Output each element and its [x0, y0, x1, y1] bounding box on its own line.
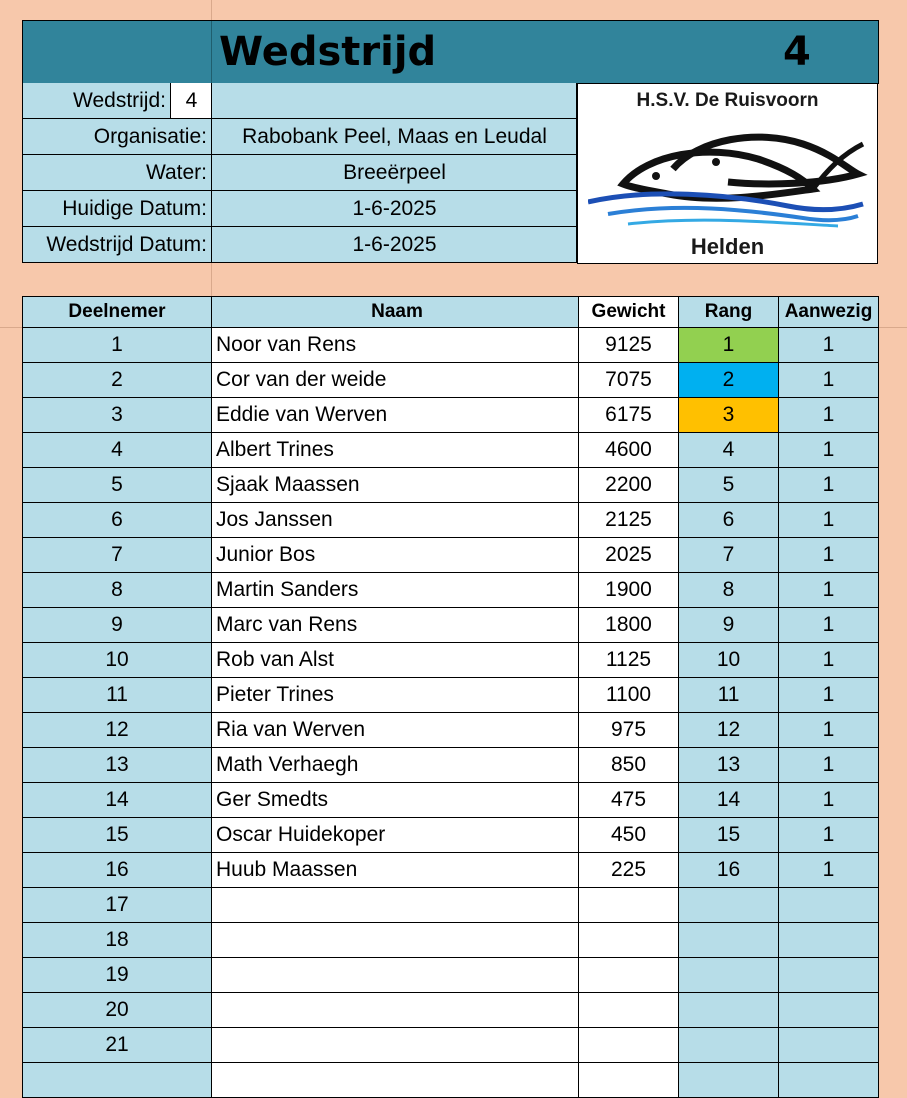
- cell-rang[interactable]: 10: [679, 643, 779, 678]
- cell-deelnemer[interactable]: 9: [23, 608, 212, 643]
- info-row-water[interactable]: [22, 155, 577, 191]
- cell-deelnemer[interactable]: [23, 1063, 212, 1098]
- cell-rang[interactable]: 9: [679, 608, 779, 643]
- cell-gewicht[interactable]: 9125: [579, 328, 679, 363]
- cell-gewicht[interactable]: [579, 958, 679, 993]
- cell-aanwezig[interactable]: 1: [779, 503, 879, 538]
- header-block: [22, 20, 879, 265]
- cell-gewicht[interactable]: [579, 1028, 679, 1063]
- cell-naam[interactable]: Noor van Rens: [212, 328, 579, 363]
- wedstrijd-datum-label: Wedstrijd Datum:: [23, 227, 212, 262]
- cell-naam[interactable]: Albert Trines: [212, 433, 579, 468]
- cell-naam[interactable]: Eddie van Werven: [212, 398, 579, 433]
- cell-naam[interactable]: Sjaak Maassen: [212, 468, 579, 503]
- table-row: [23, 853, 879, 888]
- table-row: [23, 538, 879, 573]
- cell-naam[interactable]: [212, 993, 579, 1028]
- organisatie-value[interactable]: Rabobank Peel, Maas en Leudal: [242, 124, 547, 148]
- cell-rang[interactable]: 15: [679, 818, 779, 853]
- cell-aanwezig[interactable]: 1: [779, 328, 879, 363]
- cell-naam[interactable]: Ria van Werven: [212, 713, 579, 748]
- table-row: [23, 993, 879, 1028]
- wedstrijd-number-cell[interactable]: 4: [170, 83, 212, 118]
- cell-rang[interactable]: 12: [679, 713, 779, 748]
- cell-deelnemer[interactable]: 5: [23, 468, 212, 503]
- cell-aanwezig[interactable]: 1: [779, 398, 879, 433]
- table-row: [23, 678, 879, 713]
- club-logo: [577, 83, 878, 264]
- cell-aanwezig[interactable]: [779, 888, 879, 923]
- cell-aanwezig[interactable]: 1: [779, 713, 879, 748]
- table-row: [23, 468, 879, 503]
- cell-rang[interactable]: [679, 923, 779, 958]
- cell-gewicht[interactable]: 1800: [579, 608, 679, 643]
- cell-gewicht[interactable]: 850: [579, 748, 679, 783]
- cell-naam[interactable]: Huub Maassen: [212, 853, 579, 888]
- logo-club-name: H.S.V. De Ruisvoorn: [636, 90, 819, 111]
- cell-naam[interactable]: Martin Sanders: [212, 573, 579, 608]
- table-row: [23, 818, 879, 853]
- table-row: [23, 1063, 879, 1098]
- cell-rang[interactable]: [679, 1028, 779, 1063]
- cell-rang[interactable]: [679, 993, 779, 1028]
- cell-aanwezig[interactable]: 1: [779, 783, 879, 818]
- table-row: [23, 888, 879, 923]
- cell-aanwezig[interactable]: 1: [779, 678, 879, 713]
- cell-aanwezig[interactable]: 1: [779, 538, 879, 573]
- cell-deelnemer[interactable]: 16: [23, 853, 212, 888]
- cell-gewicht[interactable]: 2200: [579, 468, 679, 503]
- logo-town-name: Helden: [690, 234, 765, 259]
- cell-deelnemer[interactable]: 20: [23, 993, 212, 1028]
- col-header-gewicht[interactable]: Gewicht: [579, 297, 679, 328]
- cell-aanwezig[interactable]: [779, 993, 879, 1028]
- cell-naam[interactable]: Pieter Trines: [212, 678, 579, 713]
- cell-aanwezig[interactable]: 1: [779, 363, 879, 398]
- cell-naam[interactable]: [212, 1063, 579, 1098]
- cell-rang[interactable]: 13: [679, 748, 779, 783]
- cell-gewicht[interactable]: 6175: [579, 398, 679, 433]
- table-row: [23, 713, 879, 748]
- cell-rang[interactable]: [679, 888, 779, 923]
- table-row: [23, 363, 879, 398]
- cell-deelnemer[interactable]: 1: [23, 328, 212, 363]
- cell-rang[interactable]: 4: [679, 433, 779, 468]
- water-label: Water:: [23, 155, 212, 190]
- page-title: Wedstrijd: [219, 29, 437, 75]
- cell-rang[interactable]: 5: [679, 468, 779, 503]
- cell-aanwezig[interactable]: 1: [779, 643, 879, 678]
- cell-gewicht[interactable]: 2025: [579, 538, 679, 573]
- cell-deelnemer[interactable]: 21: [23, 1028, 212, 1063]
- cell-aanwezig[interactable]: 1: [779, 573, 879, 608]
- table-row: [23, 503, 879, 538]
- title-number: 4: [783, 29, 811, 75]
- organisatie-label: Organisatie:: [23, 119, 212, 154]
- cell-deelnemer[interactable]: 14: [23, 783, 212, 818]
- table-body: [23, 328, 879, 1098]
- table-row: [23, 398, 879, 433]
- table-row: [23, 573, 879, 608]
- cell-deelnemer[interactable]: 18: [23, 923, 212, 958]
- water-value[interactable]: Breeërpeel: [343, 160, 446, 184]
- cell-deelnemer[interactable]: 17: [23, 888, 212, 923]
- cell-rang[interactable]: 8: [679, 573, 779, 608]
- cell-aanwezig[interactable]: [779, 1063, 879, 1098]
- cell-gewicht[interactable]: [579, 993, 679, 1028]
- cell-deelnemer[interactable]: 15: [23, 818, 212, 853]
- cell-naam[interactable]: Ger Smedts: [212, 783, 579, 818]
- cell-rang[interactable]: 14: [679, 783, 779, 818]
- cell-deelnemer[interactable]: 2: [23, 363, 212, 398]
- cell-aanwezig[interactable]: 1: [779, 748, 879, 783]
- cell-gewicht[interactable]: 1100: [579, 678, 679, 713]
- cell-naam[interactable]: Cor van der weide: [212, 363, 579, 398]
- cell-gewicht[interactable]: 975: [579, 713, 679, 748]
- cell-gewicht[interactable]: [579, 888, 679, 923]
- cell-naam[interactable]: Marc van Rens: [212, 608, 579, 643]
- table-row: [23, 783, 879, 818]
- cell-naam[interactable]: Math Verhaegh: [212, 748, 579, 783]
- cell-rang[interactable]: 11: [679, 678, 779, 713]
- cell-naam[interactable]: [212, 1028, 579, 1063]
- cell-gewicht[interactable]: 1125: [579, 643, 679, 678]
- cell-deelnemer[interactable]: 19: [23, 958, 212, 993]
- cell-deelnemer[interactable]: 12: [23, 713, 212, 748]
- cell-naam[interactable]: [212, 958, 579, 993]
- cell-deelnemer[interactable]: 7: [23, 538, 212, 573]
- cell-rang[interactable]: 7: [679, 538, 779, 573]
- cell-deelnemer[interactable]: 13: [23, 748, 212, 783]
- cell-aanwezig[interactable]: 1: [779, 433, 879, 468]
- cell-gewicht[interactable]: 225: [579, 853, 679, 888]
- title-bar-divider: [211, 21, 212, 83]
- cell-gewicht[interactable]: 7075: [579, 363, 679, 398]
- cell-aanwezig[interactable]: [779, 958, 879, 993]
- results-table: [22, 296, 879, 1098]
- cell-aanwezig[interactable]: [779, 1028, 879, 1063]
- info-row-wedstrijd[interactable]: [22, 83, 577, 119]
- info-row-huidige-datum[interactable]: [22, 191, 577, 227]
- cell-naam[interactable]: Rob van Alst: [212, 643, 579, 678]
- table-row: [23, 608, 879, 643]
- col-header-rang[interactable]: Rang: [679, 297, 779, 328]
- huidige-datum-value[interactable]: 1-6-2025: [352, 196, 437, 220]
- cell-rang[interactable]: 16: [679, 853, 779, 888]
- cell-naam[interactable]: Junior Bos: [212, 538, 579, 573]
- cell-rang[interactable]: 3: [679, 398, 779, 433]
- cell-deelnemer[interactable]: 6: [23, 503, 212, 538]
- cell-gewicht[interactable]: 1900: [579, 573, 679, 608]
- col-header-deelnemer[interactable]: Deelnemer: [23, 297, 212, 328]
- table-row: [23, 433, 879, 468]
- table-row: [23, 1028, 879, 1063]
- table-row: [23, 958, 879, 993]
- cell-rang[interactable]: 6: [679, 503, 779, 538]
- cell-gewicht[interactable]: 4600: [579, 433, 679, 468]
- cell-deelnemer[interactable]: 8: [23, 573, 212, 608]
- cell-gewicht[interactable]: 475: [579, 783, 679, 818]
- table-row: [23, 923, 879, 958]
- cell-rang[interactable]: 2: [679, 363, 779, 398]
- cell-aanwezig[interactable]: [779, 923, 879, 958]
- cell-aanwezig[interactable]: 1: [779, 468, 879, 503]
- fish-logo-icon: [588, 114, 868, 234]
- huidige-datum-label: Huidige Datum:: [23, 191, 212, 226]
- cell-naam[interactable]: Jos Janssen: [212, 503, 579, 538]
- cell-divider: [211, 83, 212, 118]
- cell-rang[interactable]: [679, 1063, 779, 1098]
- cell-deelnemer[interactable]: 10: [23, 643, 212, 678]
- cell-naam[interactable]: Oscar Huidekoper: [212, 818, 579, 853]
- info-row-wedstrijd-datum[interactable]: [22, 227, 577, 263]
- cell-deelnemer[interactable]: 11: [23, 678, 212, 713]
- cell-gewicht[interactable]: [579, 1063, 679, 1098]
- cell-naam[interactable]: [212, 923, 579, 958]
- cell-gewicht[interactable]: 2125: [579, 503, 679, 538]
- cell-naam[interactable]: [212, 888, 579, 923]
- title-bar[interactable]: [22, 20, 879, 84]
- cell-gewicht[interactable]: [579, 923, 679, 958]
- table-header-row: [23, 297, 879, 328]
- wedstrijd-label: Wedstrijd:: [73, 88, 166, 112]
- wedstrijd-datum-value[interactable]: 1-6-2025: [352, 232, 437, 256]
- table-row: [23, 328, 879, 363]
- col-header-aanwezig[interactable]: Aanwezig: [779, 297, 879, 328]
- table-row: [23, 748, 879, 783]
- cell-deelnemer[interactable]: 3: [23, 398, 212, 433]
- cell-aanwezig[interactable]: 1: [779, 853, 879, 888]
- cell-aanwezig[interactable]: 1: [779, 818, 879, 853]
- cell-rang[interactable]: 1: [679, 328, 779, 363]
- table-row: [23, 643, 879, 678]
- info-row-organisatie[interactable]: [22, 119, 577, 155]
- cell-gewicht[interactable]: 450: [579, 818, 679, 853]
- col-header-naam[interactable]: Naam: [212, 297, 579, 328]
- cell-deelnemer[interactable]: 4: [23, 433, 212, 468]
- cell-aanwezig[interactable]: 1: [779, 608, 879, 643]
- cell-rang[interactable]: [679, 958, 779, 993]
